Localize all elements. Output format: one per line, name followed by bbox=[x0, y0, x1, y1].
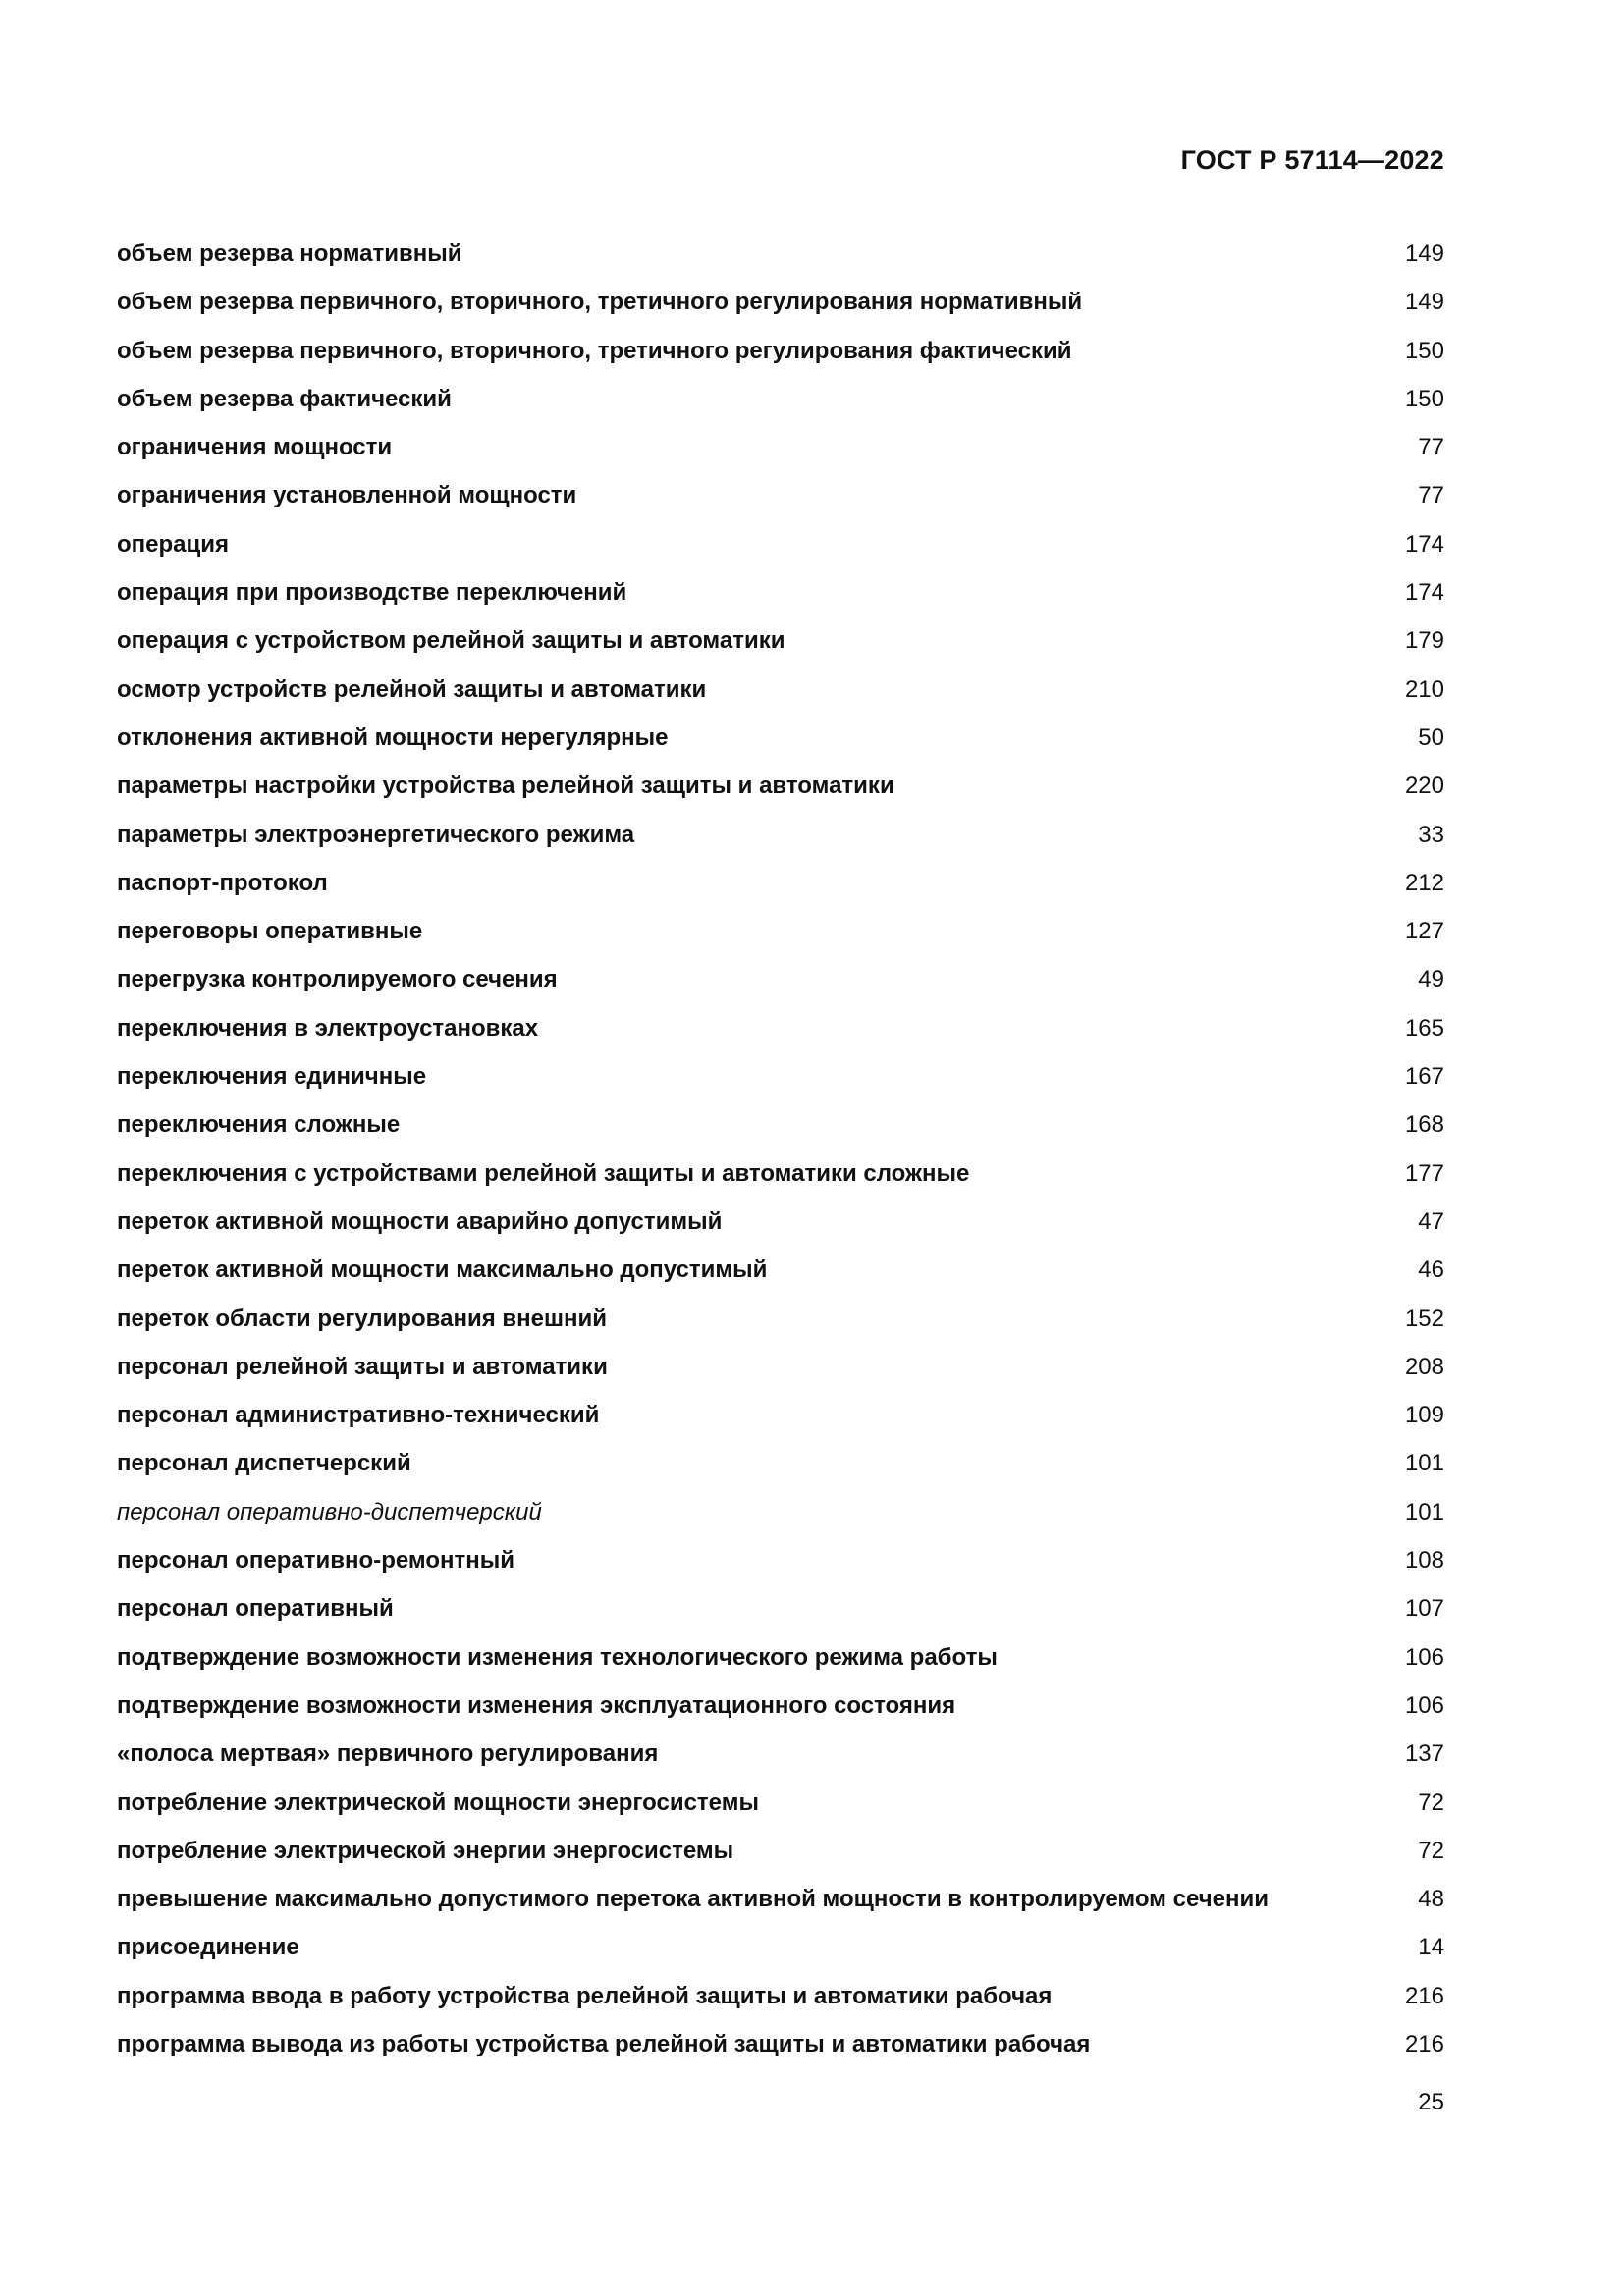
index-term: переключения единичные bbox=[117, 1063, 427, 1091]
index-page-ref: 177 bbox=[1404, 1159, 1444, 1187]
index-page-ref: 77 bbox=[1418, 434, 1444, 461]
index-entry bbox=[117, 1837, 1444, 1885]
index-page-ref: 210 bbox=[1404, 675, 1444, 703]
index-page-ref: 152 bbox=[1404, 1305, 1444, 1332]
index-term: операция с устройством релейной защиты и автоматики bbox=[117, 627, 785, 655]
index-entry bbox=[117, 1885, 1444, 1933]
index-term: переключения сложные bbox=[117, 1111, 401, 1139]
index-page-ref: 150 bbox=[1404, 385, 1444, 412]
index-term: персонал оперативно-диспетчерский bbox=[117, 1498, 542, 1525]
index-entry bbox=[117, 1305, 1444, 1353]
index-term: паспорт-протокол bbox=[117, 869, 328, 896]
index-page-ref: 220 bbox=[1404, 773, 1444, 800]
index-term: потребление электрической мощности энергосистемы bbox=[117, 1789, 759, 1816]
index-entry bbox=[117, 772, 1444, 820]
index-page-ref: 174 bbox=[1404, 579, 1444, 607]
index-term: объем резерва первичного, вторичного, третичного регулирования нормативный bbox=[117, 289, 1083, 316]
index-term: переключения с устройствами релейной защиты и автоматики сложные bbox=[117, 1159, 970, 1187]
index-term: объем резерва первичного, вторичного, третичного регулирования фактический bbox=[117, 337, 1072, 364]
index-page-ref: 179 bbox=[1404, 627, 1444, 655]
page-number: 25 bbox=[1418, 2089, 1444, 2115]
index-page-ref: 49 bbox=[1418, 966, 1444, 993]
index-page-ref: 33 bbox=[1418, 821, 1444, 848]
index-entry bbox=[117, 578, 1444, 626]
index-page-ref: 168 bbox=[1404, 1111, 1444, 1139]
index-page-ref: 167 bbox=[1404, 1063, 1444, 1091]
index-term: программа вывода из работы устройства релейной защиты и автоматики рабочая bbox=[117, 2030, 1091, 2057]
index-page-ref: 14 bbox=[1418, 1934, 1444, 1961]
index-entry bbox=[117, 385, 1444, 433]
index-entry bbox=[117, 821, 1444, 869]
index-term: переток активной мощности аварийно допустимый bbox=[117, 1207, 723, 1235]
index-term: перегрузка контролируемого сечения bbox=[117, 966, 558, 993]
index-entry bbox=[117, 1789, 1444, 1837]
index-entry bbox=[117, 1739, 1444, 1788]
index-page-ref: 149 bbox=[1404, 289, 1444, 316]
index-page-ref: 150 bbox=[1404, 337, 1444, 364]
index-term: «полоса мертвая» первичного регулирования bbox=[117, 1740, 659, 1768]
index-entry bbox=[117, 1401, 1444, 1449]
index-term: параметры настройки устройства релейной защиты и автоматики bbox=[117, 773, 894, 800]
index-entry bbox=[117, 1691, 1444, 1739]
index-entry bbox=[117, 433, 1444, 481]
index-entry bbox=[117, 1594, 1444, 1642]
index-entry bbox=[117, 240, 1444, 288]
index-page-ref: 149 bbox=[1404, 240, 1444, 267]
index-page-ref: 109 bbox=[1404, 1402, 1444, 1429]
index-term: объем резерва нормативный bbox=[117, 240, 462, 267]
index-term: отклонения активной мощности нерегулярные bbox=[117, 723, 669, 751]
term-index-list bbox=[117, 240, 1444, 2078]
index-term: переток области регулирования внешний bbox=[117, 1305, 607, 1332]
index-term: персонал оперативный bbox=[117, 1595, 394, 1623]
index-term: осмотр устройств релейной защиты и автоматики bbox=[117, 675, 707, 703]
index-entry bbox=[117, 1933, 1444, 1981]
document-id-header: ГОСТ Р 57114—2022 bbox=[1180, 145, 1444, 175]
index-term: персонал релейной защиты и автоматики bbox=[117, 1353, 608, 1380]
index-page-ref: 101 bbox=[1404, 1498, 1444, 1525]
index-entry bbox=[117, 1643, 1444, 1691]
index-page-ref: 174 bbox=[1404, 530, 1444, 558]
index-entry bbox=[117, 1159, 1444, 1207]
index-term: подтверждение возможности изменения технологического режима работы bbox=[117, 1643, 998, 1671]
index-term: присоединение bbox=[117, 1934, 299, 1961]
index-term: переток активной мощности максимально допустимый bbox=[117, 1256, 768, 1284]
index-page-ref: 208 bbox=[1404, 1353, 1444, 1380]
index-term: персонал диспетчерский bbox=[117, 1450, 411, 1477]
index-term: операция bbox=[117, 530, 230, 558]
index-entry bbox=[117, 869, 1444, 917]
index-term: персонал оперативно-ремонтный bbox=[117, 1547, 514, 1575]
index-entry bbox=[117, 1353, 1444, 1401]
index-term: ограничения мощности bbox=[117, 434, 393, 461]
index-entry bbox=[117, 288, 1444, 336]
index-term: персонал административно-технический bbox=[117, 1402, 600, 1429]
index-entry bbox=[117, 1255, 1444, 1304]
index-entry bbox=[117, 1546, 1444, 1594]
index-page-ref: 72 bbox=[1418, 1837, 1444, 1864]
index-page-ref: 137 bbox=[1404, 1740, 1444, 1768]
index-page-ref: 50 bbox=[1418, 723, 1444, 751]
index-entry bbox=[117, 2030, 1444, 2078]
index-entry bbox=[117, 675, 1444, 723]
index-page-ref: 212 bbox=[1404, 869, 1444, 896]
index-entry bbox=[117, 481, 1444, 529]
index-term: превышение максимально допустимого перетока активной мощности в контролируемом сечении bbox=[117, 1886, 1269, 1913]
index-term: ограничения установленной мощности bbox=[117, 482, 577, 509]
index-term: операция при производстве переключений bbox=[117, 579, 627, 607]
index-entry bbox=[117, 626, 1444, 674]
index-page-ref: 165 bbox=[1404, 1014, 1444, 1041]
index-entry bbox=[117, 1498, 1444, 1546]
index-page-ref: 47 bbox=[1418, 1207, 1444, 1235]
index-term: объем резерва фактический bbox=[117, 385, 452, 412]
index-page-ref: 216 bbox=[1404, 2030, 1444, 2057]
index-page-ref: 77 bbox=[1418, 482, 1444, 509]
index-term: подтверждение возможности изменения эксплуатационного состояния bbox=[117, 1691, 956, 1719]
index-entry bbox=[117, 965, 1444, 1013]
index-page-ref: 106 bbox=[1404, 1691, 1444, 1719]
index-entry bbox=[117, 1014, 1444, 1062]
index-entry bbox=[117, 917, 1444, 965]
index-entry bbox=[117, 1062, 1444, 1110]
index-entry bbox=[117, 1449, 1444, 1497]
index-page-ref: 216 bbox=[1404, 1982, 1444, 2009]
index-entry bbox=[117, 723, 1444, 772]
index-term: параметры электроэнергетического режима bbox=[117, 821, 635, 848]
index-entry bbox=[117, 1982, 1444, 2030]
index-page-ref: 101 bbox=[1404, 1450, 1444, 1477]
index-page-ref: 108 bbox=[1404, 1547, 1444, 1575]
index-term: потребление электрической энергии энергосистемы bbox=[117, 1837, 734, 1864]
index-term: переключения в электроустановках bbox=[117, 1014, 539, 1041]
index-page-ref: 72 bbox=[1418, 1789, 1444, 1816]
index-page-ref: 48 bbox=[1418, 1886, 1444, 1913]
index-page-ref: 46 bbox=[1418, 1256, 1444, 1284]
index-entry bbox=[117, 1110, 1444, 1158]
index-entry bbox=[117, 530, 1444, 578]
index-page-ref: 106 bbox=[1404, 1643, 1444, 1671]
index-term: программа ввода в работу устройства релейной защиты и автоматики рабочая bbox=[117, 1982, 1053, 2009]
index-term: переговоры оперативные bbox=[117, 918, 423, 945]
index-page-ref: 127 bbox=[1404, 918, 1444, 945]
index-entry bbox=[117, 337, 1444, 385]
index-entry bbox=[117, 1207, 1444, 1255]
index-page-ref: 107 bbox=[1404, 1595, 1444, 1623]
